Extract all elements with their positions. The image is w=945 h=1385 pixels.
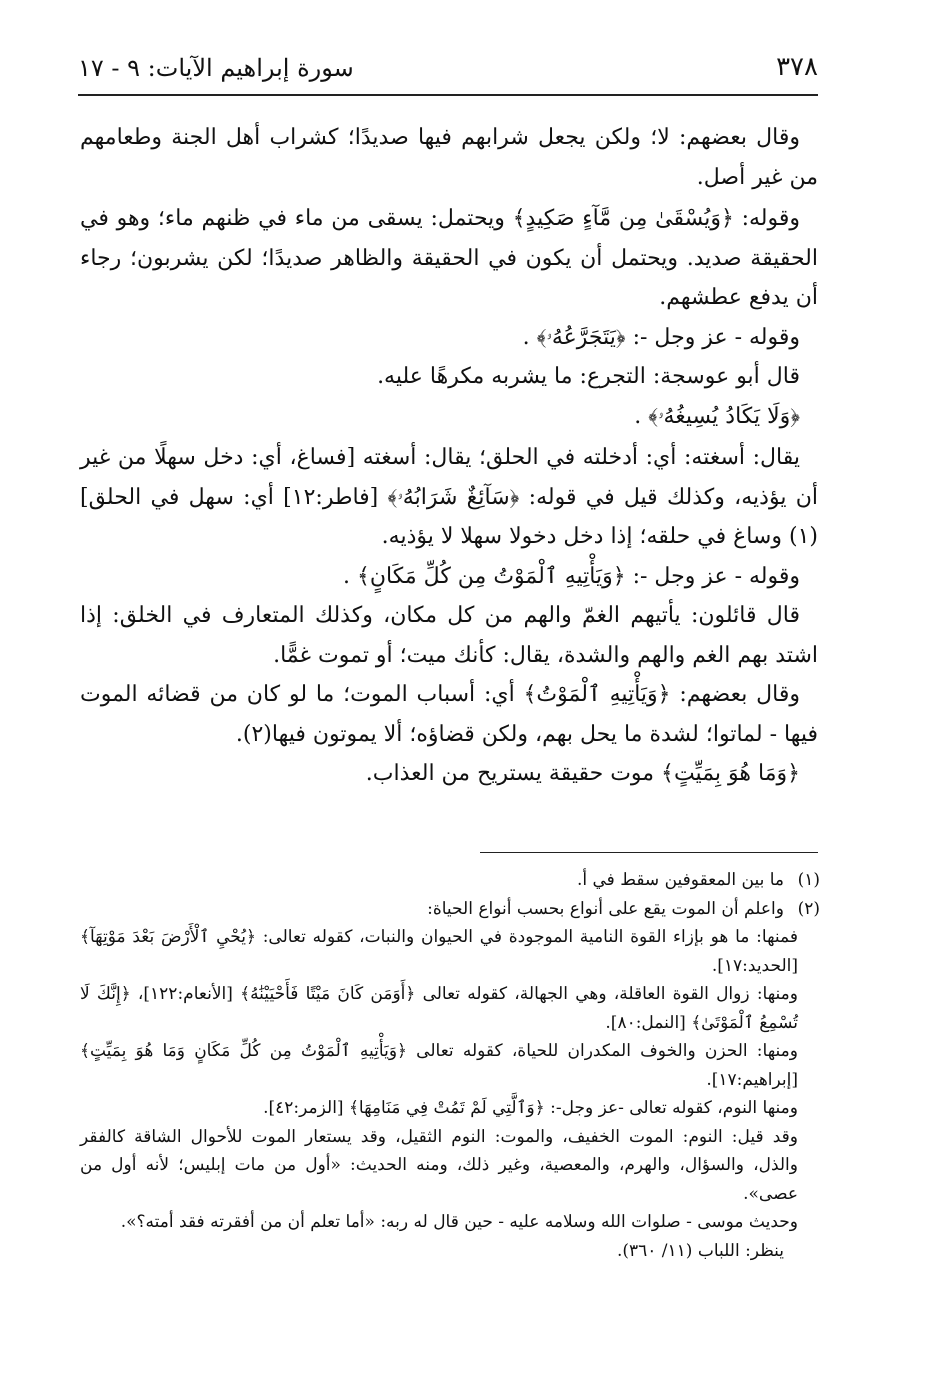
footnotes xyxy=(80,866,820,1265)
footnote-separator xyxy=(480,852,818,853)
paragraph: وقال بعضهم: لا؛ ولكن يجعل شرابهم فيها صديدًا؛ كشراب أهل الجنة وطعامهم من غير أصل. xyxy=(80,125,818,190)
paragraph: ﴿وَلَا يَكَادُ يُسِيغُهُۥ﴾ . xyxy=(634,403,800,429)
footnote-item: ومنها: الحزن والخوف المكدران للحياة، كقوله تعالى ﴿وَيَأْتِيهِ ٱلْمَوْتُ مِن كُلِّ مَكَانٍ وَمَا هُوَ بِمَيِّتٍ﴾ [إبراهيم:١٧]. xyxy=(80,1041,798,1090)
footnote-number: (١) xyxy=(797,870,820,890)
running-title: سورة إبراهيم الآيات: ٩ - ١٧ xyxy=(78,54,354,82)
footnote-item: وقد قيل: النوم: الموت الخفيف، والموت: النوم الثقيل، وقد يستعار الموت للأحوال الشاقة كالفقر والذل، والسؤال، والهرم، والمعصية، وغير ذلك، ومنه الحديث: «أول من مات إبليس؛ لأنه أول من عصى». xyxy=(80,1126,798,1204)
footnote-item: وحديث موسى - صلوات الله وسلامه عليه - حين قال له ربه: «أما تعلم أن من أفقرته فقد أمته؟». xyxy=(120,1212,798,1232)
footnote-reference: ينظر: اللباب (١١/ ٣٦٠). xyxy=(616,1240,784,1261)
footnote-item: ومنها: زوال القوة العاقلة، وهي الجهالة، كقوله تعالى ﴿أَوَمَن كَانَ مَيْتًا فَأَحْيَيْنَٰهُ﴾ [الأنعام:١٢٢]، ﴿إِنَّكَ لَا تُسْمِعُ ٱلْمَوْتَىٰ﴾ [النمل:٨٠]. xyxy=(80,984,799,1033)
page-number: ٣٧٨ xyxy=(776,52,818,82)
footnote-number: (٢) xyxy=(797,898,820,919)
footnote-item: ومنها النوم، كقوله تعالى -عز وجل-: ﴿وَٱلَّتِي لَمْ تَمُتْ فِي مَنَامِهَا﴾ [الزمر:٤٢]. xyxy=(263,1098,798,1118)
footnote-item: فمنها: ما هو بإزاء القوة النامية الموجودة في الحيوان والنبات، كقوله تعالى: ﴿يُحْيِ ٱلْأَرْضَ بَعْدَ مَوْتِهَآ﴾ [الحديد:١٧]. xyxy=(80,927,798,976)
footnote-1 xyxy=(80,866,820,895)
main-text xyxy=(80,118,818,794)
paragraph: قال أبو عوسجة: التجرع: ما يشربه مكرهًا عليه. xyxy=(377,364,800,389)
footnote-text: ما بين المعقوفين سقط في أ. xyxy=(576,870,784,890)
paragraph: قال قائلون: يأتيهم الغمّ والهم من كل مكان، وكذلك المتعارف في الخلق: إذا اشتد بهم الغم والهم والشدة، يقال: كأنك ميت؛ أو تموت غمًّا. xyxy=(80,603,818,668)
paragraph: يقال: أسغته: أي: أدخلته في الحلق؛ يقال: أسغته [فساغ، أي: دخل سهلًا من غير أن يؤذيه، وكذلك قيل في قوله: ﴿سَآئِغٌ شَرَابُهُۥ﴾ [فاطر:١٢] أي: سهل في الحلق](١) وساغ في حلقه؛ إذا دخل دخولا سهلا لا يؤذيه. xyxy=(80,445,818,549)
paragraph: ﴿وَمَا هُوَ بِمَيِّتٍ﴾ موت حقيقة يستريح من العذاب. xyxy=(365,761,800,786)
running-header xyxy=(78,52,818,96)
footnote-2 xyxy=(80,895,820,924)
header-rule xyxy=(78,94,818,96)
paragraph: وقال بعضهم: ﴿وَيَأْتِيهِ ٱلْمَوْتُ﴾ أي: أسباب الموت؛ ما لو كان من قضائه الموت فيها - لماتوا؛ لشدة ما يحل بهم، ولكن قضاؤه؛ ألا يموتون فيها(٢). xyxy=(80,682,818,747)
paragraph: وقوله - عز وجل -: ﴿يَتَجَرَّعُهُۥ﴾ . xyxy=(522,324,800,350)
paragraph: وقوله: ﴿وَيُسْقَىٰ مِن مَّآءٍ صَكِيدٍ﴾ ويحتمل: يسقى من ماء في ظنهم ماء؛ وهو في الحقيقة صديد. ويحتمل أن يكون في الحقيقة والظاهر صديدًا؛ لكن يشربون؛ رجاء أن يدفع عطشهم. xyxy=(80,206,818,310)
paragraph: وقوله - عز وجل -: ﴿وَيَأْتِيهِ ٱلْمَوْتُ مِن كُلِّ مَكَانٍ﴾ . xyxy=(343,563,800,589)
footnote-text: واعلم أن الموت يقع على أنواع بحسب أنواع الحياة: xyxy=(427,898,784,919)
